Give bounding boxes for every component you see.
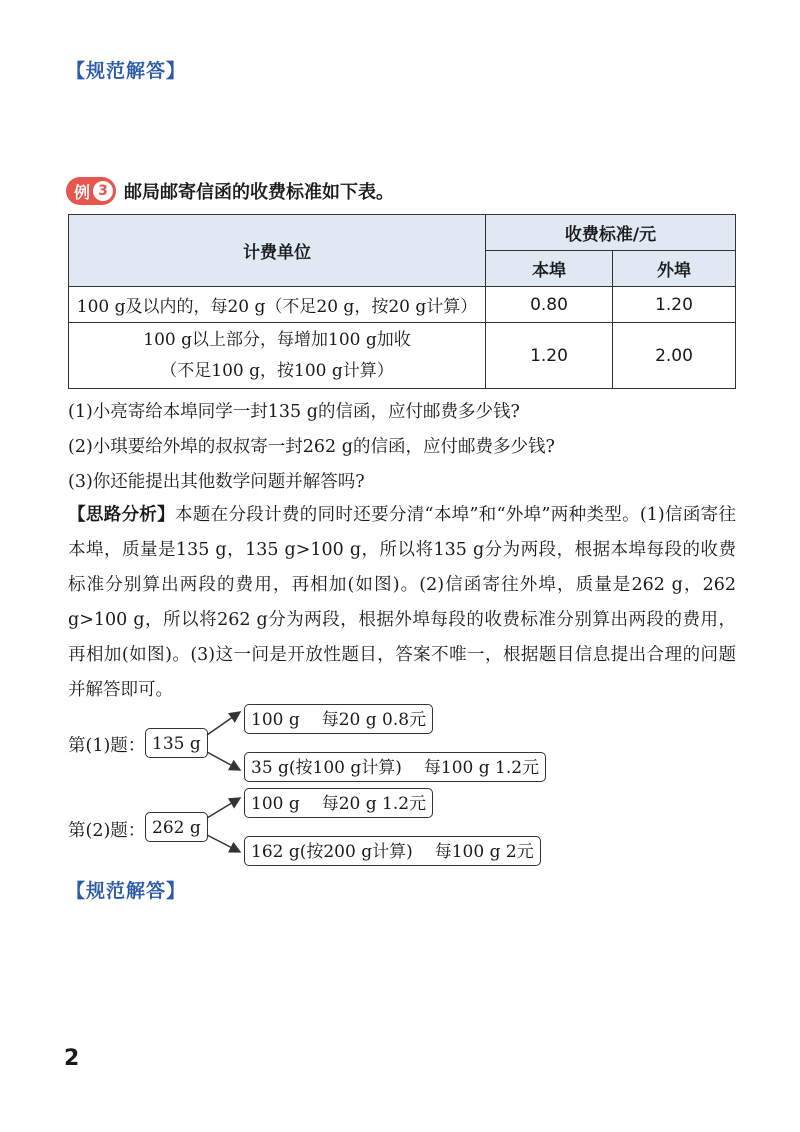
q2-top-rate: 每20 g 1.2元 (321, 794, 427, 814)
header-remote: 外埠 (613, 251, 736, 287)
question-1: (1)小亮寄给本埠同学一封135 g的信函，应付邮费多少钱? (68, 402, 520, 422)
row1-unit: 100 g及以内的，每20 g（不足20 g，按20 g计算） (69, 287, 486, 323)
q1-total-box: 135 g (145, 728, 208, 758)
row2-unit-line2: （不足100 g，按100 g计算） (160, 360, 394, 381)
q1-top-weight: 100 g (251, 710, 300, 730)
example-title: 邮局邮寄信函的收费标准如下表。 (124, 182, 395, 203)
q2-total-box: 262 g (145, 812, 208, 842)
row1-local: 0.80 (486, 287, 613, 323)
header-local: 本埠 (486, 251, 613, 287)
row2-remote: 2.00 (613, 323, 736, 389)
analysis-paragraph (68, 498, 736, 708)
example-badge (66, 177, 116, 205)
section-label-standard-answer: 【规范解答】 (66, 60, 187, 82)
analysis-text: 本题在分段计费的同时还要分清“本埠”和“外埠”两种类型。(1)信函寄往本埠，质量是135 g，135 g>100 g，所以将135 g分为两段，根据本埠每段的收费标准分别算出两段的费用，再相加(如图)。(2)信函寄往外埠，质量是262 g，262 g>100 g，所以将262 g分为两段，根据外埠每段的收费标准分别算出两段的费用，再相加(如图)。(3)这一问是开放性题目，答案不唯一，根据题目信息提出合理的问题并解答即可。 (68, 505, 737, 700)
q2-label: 第(2)题： (68, 821, 146, 841)
table-row (69, 287, 736, 323)
row2-unit-line1: 100 g以上部分，每增加100 g加收 (143, 329, 411, 350)
q1-bottom-rate: 每100 g 1.2元 (423, 758, 540, 778)
q2-top-weight: 100 g (251, 794, 300, 814)
q1-arrow-down (207, 752, 240, 770)
example-number: 3 (93, 181, 113, 201)
q2-bottom-box (244, 836, 541, 866)
q1-top-box (244, 704, 433, 734)
example-heading (66, 176, 394, 206)
page-number: 2 (64, 1046, 80, 1071)
q1-bottom-box (244, 752, 546, 782)
q1-bottom-weight: 35 g(按100 g计算) (251, 758, 402, 778)
q2-top-box (244, 788, 433, 818)
q2-bottom-weight: 162 g(按200 g计算) (251, 842, 413, 862)
section-label-standard-answer-2: 【规范解答】 (66, 880, 187, 902)
example-badge-text: 例 (74, 182, 91, 202)
question-3: (3)你还能提出其他数学问题并解答吗? (68, 472, 365, 492)
row2-local: 1.20 (486, 323, 613, 389)
q1-top-rate: 每20 g 0.8元 (321, 710, 427, 730)
row1-remote: 1.20 (613, 287, 736, 323)
question-2: (2)小琪要给外埠的叔叔寄一封262 g的信函，应付邮费多少钱? (68, 437, 555, 457)
q1-label: 第(1)题： (68, 736, 146, 756)
row2-unit (69, 323, 486, 389)
header-billing-unit: 计费单位 (69, 215, 486, 287)
q2-arrow-down (207, 835, 240, 852)
q2-arrow-up (207, 798, 240, 818)
table-row (69, 323, 736, 389)
q1-arrow-up (207, 712, 240, 735)
analysis-tag: 【思路分析】 (68, 505, 175, 525)
header-fee-standard: 收费标准/元 (486, 215, 736, 251)
q2-bottom-rate: 每100 g 2元 (434, 842, 534, 862)
fee-table (68, 214, 736, 389)
